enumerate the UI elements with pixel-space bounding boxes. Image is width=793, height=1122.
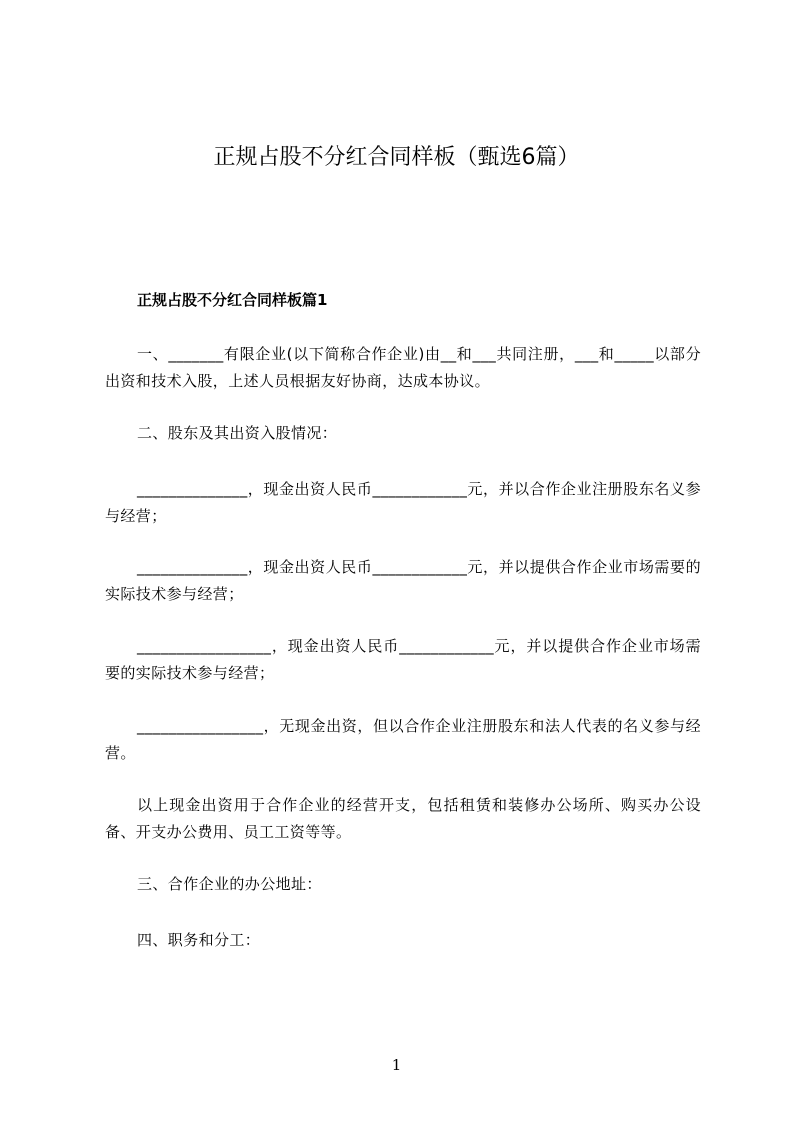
section-heading: 正规占股不分红合同样板篇1 (137, 291, 328, 309)
paragraph-shareholder-2: ______________，现金出资人民币____________元，并以提供合作企业市场需要的实际技术参与经营； (105, 558, 701, 603)
paragraph-shareholder-1: ______________，现金出资人民币____________元，并以合作企业注册股东名义参与经营； (105, 480, 701, 525)
paragraph-shareholders-heading: 二、股东及其出资入股情况： (137, 424, 338, 442)
paragraph-duties: 四、职务和分工： (137, 931, 261, 949)
paragraph-capital-usage: 以上现金出资用于合作企业的经营开支，包括租赁和装修办公场所、购买办公设备、开支办公费用、员工工资等等。 (105, 796, 701, 841)
paragraph-office-address: 三、合作企业的办公地址： (137, 875, 322, 893)
paragraph-shareholder-4: ________________，无现金出资，但以合作企业注册股东和法人代表的名义参与经营。 (105, 717, 701, 762)
document-title: 正规占股不分红合同样板（甄选6篇） (213, 145, 580, 170)
page-number: 1 (391, 1056, 402, 1074)
paragraph-intro: 一、_______有限企业(以下简称合作企业)由__和___共同注册，___和_____以部分出资和技术入股，上述人员根据友好协商，达成本协议。 (105, 345, 701, 390)
paragraph-shareholder-3: _________________，现金出资人民币____________元，并以提供合作企业市场需要的实际技术参与经营； (105, 637, 701, 682)
